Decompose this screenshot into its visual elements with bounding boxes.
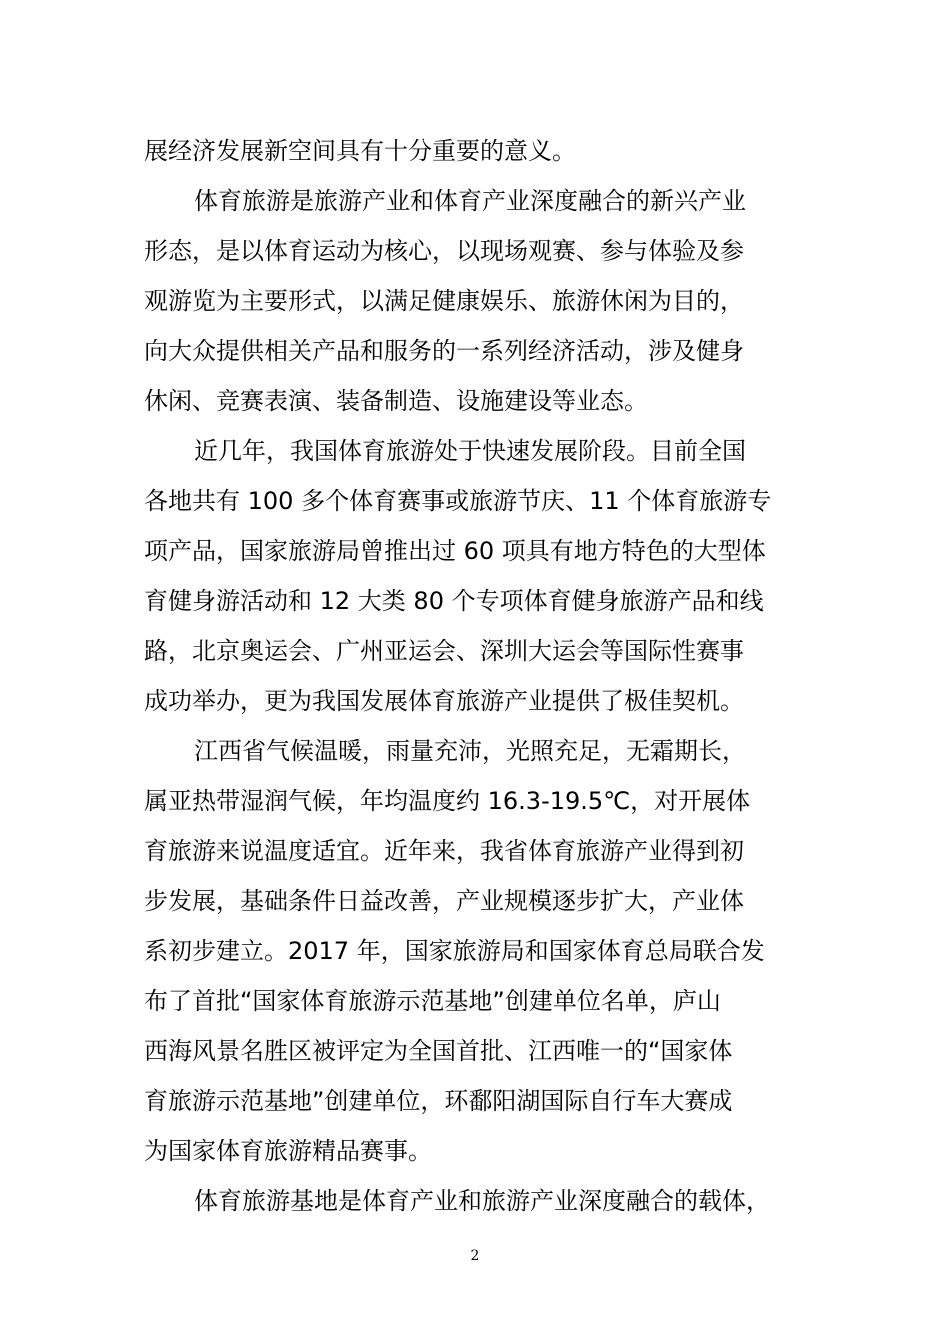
text-line: 布了首批“国家体育旅游示范基地”创建单位名单，庐山 [144,987,721,1015]
text-line: 各地共有 100 多个体育赛事或旅游节庆、11 个体育旅游专 [144,487,772,515]
page-number: 2 [470,1248,480,1264]
text-line: 向大众提供相关产品和服务的一系列经济活动，涉及健身 [144,337,744,365]
text-line: 育旅游来说温度适宜。近年来，我省体育旅游产业得到初 [144,837,744,865]
paragraph-first-line: 体育旅游是旅游产业和体育产业深度融合的新兴产业 [194,187,746,215]
paragraph-first-line: 江西省气候温暖，雨量充沛，光照充足，无霜期长， [194,737,746,765]
text-line: 项产品，国家旅游局曾推出过 60 项具有地方特色的大型体 [144,537,766,565]
text-line: 观游览为主要形式，以满足健康娱乐、旅游休闲为目的， [144,287,744,315]
text-line: 育健身游活动和 12 大类 80 个专项体育健身旅游产品和线 [144,587,764,615]
body-text [144,126,824,1226]
text-line: 育旅游示范基地”创建单位，环鄱阳湖国际自行车大赛成 [144,1087,733,1115]
text-line: 成功举办，更为我国发展体育旅游产业提供了极佳契机。 [144,687,744,715]
text-line: 属亚热带湿润气候，年均温度约 16.3-19.5℃，对开展体 [144,787,751,815]
text-line: 展经济发展新空间具有十分重要的意义。 [144,137,576,165]
text-line: 为国家体育旅游精品赛事。 [144,1137,432,1165]
paragraph-first-line: 近几年，我国体育旅游处于快速发展阶段。目前全国 [194,437,746,465]
text-line: 休闲、竞赛表演、装备制造、设施建设等业态。 [144,387,648,415]
text-line: 步发展，基础条件日益改善，产业规模逐步扩大，产业体 [144,887,744,915]
text-line: 西海风景名胜区被评定为全国首批、江西唯一的“国家体 [144,1037,733,1065]
text-line: 形态，是以体育运动为核心，以现场观赛、参与体验及参 [144,237,744,265]
text-line: 路，北京奥运会、广州亚运会、深圳大运会等国际性赛事 [144,637,744,665]
text-line: 系初步建立。2017 年，国家旅游局和国家体育总局联合发 [144,937,765,965]
paragraph-first-line: 体育旅游基地是体育产业和旅游产业深度融合的载体， [194,1187,770,1215]
